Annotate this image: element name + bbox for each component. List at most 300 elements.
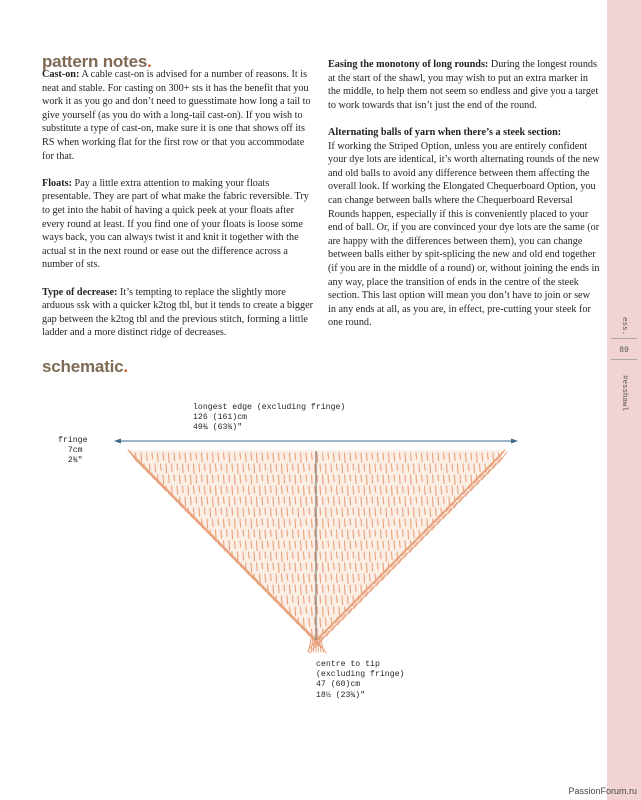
stitch-mark (447, 530, 448, 537)
stitch-mark (345, 453, 346, 463)
stitch-mark (130, 607, 131, 613)
stitch-mark (169, 453, 170, 463)
stitch-mark (265, 574, 266, 582)
page-number: 89 (619, 346, 629, 355)
stitch-mark (372, 607, 373, 615)
stitch-mark (282, 508, 283, 518)
stitch-mark (196, 563, 197, 571)
stitch-mark (502, 530, 503, 538)
stitch-mark (471, 453, 472, 460)
stitch-mark (367, 519, 368, 529)
stitch-mark (328, 607, 329, 615)
stitch-mark (499, 563, 500, 573)
stitch-mark (240, 585, 241, 591)
stitch-mark (194, 486, 195, 494)
stitch-mark (166, 508, 167, 517)
stitch-mark (488, 453, 489, 460)
stitch-mark (331, 618, 332, 624)
stitch-mark (169, 497, 170, 507)
stitch-mark (254, 552, 255, 561)
stitch-mark (339, 475, 340, 484)
stitch-mark (466, 585, 467, 594)
stitch-mark (397, 574, 398, 582)
stitch-mark (397, 618, 398, 626)
stitch-mark (381, 486, 382, 495)
centre-to-tip-label2: (excluding fringe) (316, 670, 405, 680)
stitch-mark (229, 563, 230, 570)
stitch-mark (312, 563, 313, 572)
stitch-mark (260, 552, 261, 560)
stitch-mark (240, 475, 241, 483)
stitch-mark (133, 596, 134, 602)
stitch-mark (136, 629, 137, 636)
stitch-mark (293, 552, 294, 559)
stitch-mark (257, 519, 258, 527)
stitch-mark (444, 519, 445, 528)
stitch-mark (375, 596, 376, 604)
stitch-mark (202, 629, 203, 638)
stitch-mark (471, 475, 472, 484)
stitch-mark (229, 607, 230, 614)
stitch-mark (485, 618, 486, 626)
stitch-mark (290, 563, 291, 570)
stitch-mark (427, 541, 428, 548)
stitch-mark (491, 486, 492, 493)
stitch-mark (477, 519, 478, 527)
stitch-mark (232, 640, 233, 647)
stitch-mark (433, 541, 434, 551)
stitch-mark (394, 607, 395, 613)
stitch-mark (273, 563, 274, 570)
stitch-mark (375, 552, 376, 560)
stitch-mark (455, 563, 456, 573)
stitch-mark (284, 541, 285, 547)
stitch-mark (169, 629, 170, 639)
stitch-mark (367, 453, 368, 461)
stitch-mark (205, 574, 206, 583)
stitch-mark (251, 541, 252, 548)
stitch-mark (315, 486, 316, 493)
stitch-mark (177, 618, 178, 626)
stitch-mark (427, 519, 428, 528)
stitch-mark (320, 530, 321, 539)
stitch-mark (306, 607, 307, 613)
stitch-mark (287, 552, 288, 560)
stitch-mark (183, 464, 184, 473)
stitch-mark (493, 563, 494, 570)
stitch-mark (463, 596, 464, 604)
stitch-mark (342, 530, 343, 537)
stitch-mark (295, 629, 296, 636)
stitch-mark (298, 486, 299, 493)
stitch-mark (397, 596, 398, 602)
stitch-mark (463, 508, 464, 516)
stitch-mark (191, 585, 192, 593)
stitch-mark (130, 497, 131, 505)
stitch-mark (194, 552, 195, 562)
stitch-mark (458, 640, 459, 650)
stitch-mark (389, 453, 390, 463)
stitch-mark (317, 497, 318, 506)
stitch-mark (232, 464, 233, 471)
stitch-mark (216, 552, 217, 560)
stitch-mark (271, 508, 272, 517)
stitch-mark (188, 640, 189, 647)
stitch-mark (276, 464, 277, 471)
stitch-mark (375, 530, 376, 536)
stitch-mark (163, 497, 164, 504)
stitch-mark (191, 519, 192, 529)
stitch-mark (301, 607, 302, 615)
stitch-mark (150, 486, 151, 494)
stitch-mark (326, 596, 327, 606)
stitch-mark (419, 486, 420, 492)
stitch-mark (254, 464, 255, 473)
stitch-mark (293, 530, 294, 539)
stitch-mark (262, 563, 263, 569)
stitch-mark (361, 453, 362, 462)
stitch-mark (326, 640, 327, 650)
stitch-mark (152, 519, 153, 527)
stitch-mark (491, 596, 492, 605)
stitch-mark (306, 519, 307, 525)
stitch-mark (238, 508, 239, 518)
stitch-mark (441, 486, 442, 494)
stitch-mark (460, 629, 461, 635)
stitch-mark (232, 508, 233, 515)
monotony-label: Easing the monotony of long rounds: (328, 59, 489, 70)
stitch-mark (477, 607, 478, 615)
stitch-mark (348, 464, 349, 472)
stitch-mark (161, 640, 162, 647)
stitch-mark (323, 497, 324, 505)
stitch-mark (317, 541, 318, 550)
stitch-mark (172, 508, 173, 516)
stitch-mark (188, 574, 189, 583)
stitch-mark (383, 519, 384, 528)
stitch-mark (449, 475, 450, 482)
stitch-mark (238, 464, 239, 474)
longest-edge-arrow (114, 439, 518, 444)
stitch-mark (284, 475, 285, 483)
stitch-mark (375, 640, 376, 648)
stitch-mark (502, 596, 503, 606)
stitch-mark (331, 552, 332, 560)
stitch-mark (488, 475, 489, 484)
stitch-mark (378, 519, 379, 526)
stitch-mark (205, 596, 206, 603)
stitch-mark (229, 519, 230, 526)
stitch-mark (229, 453, 230, 462)
stitch-mark (185, 563, 186, 570)
stitch-mark (408, 486, 409, 495)
stitch-mark (469, 508, 470, 515)
stitch-mark (320, 508, 321, 515)
stitch-mark (499, 629, 500, 637)
stitch-mark (163, 475, 164, 484)
stitch-mark (460, 563, 461, 571)
stitch-mark (425, 552, 426, 559)
stitch-mark (383, 541, 384, 548)
stitch-mark (317, 475, 318, 482)
stitch-mark (447, 618, 448, 625)
stitch-mark (229, 541, 230, 550)
stitch-mark (257, 453, 258, 463)
stitch-mark (474, 640, 475, 649)
stitch-mark (394, 453, 395, 461)
stitch-mark (488, 541, 489, 548)
stitch-mark (249, 640, 250, 647)
stitch-mark (268, 607, 269, 616)
stitch-mark (372, 453, 373, 459)
stitch-mark (216, 640, 217, 648)
stitch-mark (471, 585, 472, 592)
stitch-mark (188, 464, 189, 471)
stitch-mark (144, 530, 145, 539)
stitch-mark (163, 519, 164, 528)
stitch-mark (482, 519, 483, 525)
stitch-mark (400, 453, 401, 460)
stitch-mark (199, 596, 200, 604)
stitch-mark (339, 563, 340, 572)
stitch-mark (482, 585, 483, 593)
stitch-mark (400, 497, 401, 504)
stitch-mark (367, 475, 368, 485)
stitch-mark (251, 563, 252, 572)
stitch-mark (199, 464, 200, 472)
stitch-mark (306, 497, 307, 505)
stitch-mark (414, 596, 415, 606)
stitch-mark (436, 508, 437, 516)
stitch-mark (172, 596, 173, 604)
stitch-mark (271, 530, 272, 537)
stitch-mark (183, 486, 184, 493)
stitch-mark (403, 596, 404, 605)
stitch-mark (496, 508, 497, 515)
stitch-mark (312, 453, 313, 460)
stitch-mark (304, 574, 305, 584)
stitch-mark (229, 475, 230, 482)
stitch-mark (367, 541, 368, 549)
stitch-mark (213, 563, 214, 571)
stitch-mark (493, 453, 494, 462)
stitch-mark (216, 596, 217, 604)
stitch-mark (386, 508, 387, 517)
stitch-mark (246, 519, 247, 526)
stitch-mark (155, 640, 156, 648)
stitch-mark (460, 607, 461, 615)
stitch-mark (216, 464, 217, 472)
cast-on-text: A cable cast-on is advised for a number of reasons. It is neat and stable. For casting on 300+ sts it has the benefit that you work it as you go and don’t need to guesstimate how long a tail to give yourself (as you do with a long-tail cast-on). If you wish to substitute a type of cast-on, make sure it is one that shows off its RS when working flat for the first row or that you accommodate for that. (42, 69, 311, 162)
stitch-mark (381, 596, 382, 603)
stitch-mark (491, 618, 492, 625)
cast-on-label: Cast-on: (42, 69, 80, 80)
stitch-mark (276, 552, 277, 559)
stitch-mark (441, 552, 442, 558)
stitch-mark (147, 453, 148, 461)
stitch-mark (141, 585, 142, 594)
stitch-mark (383, 453, 384, 460)
stitch-mark (177, 486, 178, 494)
stitch-mark (482, 453, 483, 461)
stitch-mark (265, 486, 266, 494)
stitch-mark (199, 486, 200, 492)
stitch-mark (328, 585, 329, 591)
stitch-mark (279, 475, 280, 485)
stitch-mark (342, 486, 343, 493)
stitch-mark (397, 486, 398, 494)
stitch-mark (210, 552, 211, 561)
stitch-mark (218, 563, 219, 569)
stitch-mark (251, 629, 252, 636)
stitch-mark (460, 541, 461, 547)
stitch-mark (273, 585, 274, 594)
stitch-mark (298, 640, 299, 649)
stitch-mark (485, 574, 486, 582)
stitch-mark (227, 618, 228, 625)
stitch-mark (356, 453, 357, 460)
stitch-mark (174, 453, 175, 461)
stitch-mark (350, 585, 351, 593)
schematic-heading-dot: . (123, 357, 128, 376)
stitch-mark (315, 508, 316, 517)
stitch-mark (221, 618, 222, 626)
stitch-mark (474, 552, 475, 561)
stitch-mark (295, 585, 296, 592)
stitch-mark (469, 574, 470, 583)
stitch-mark (265, 530, 266, 538)
stitch-mark (444, 629, 445, 636)
stitch-mark (353, 530, 354, 538)
stitch-mark (177, 552, 178, 558)
stitch-mark (381, 618, 382, 627)
stitch-mark (301, 541, 302, 551)
stitch-mark (474, 618, 475, 625)
stitch-mark (436, 596, 437, 604)
stitch-mark (224, 563, 225, 572)
stitch-mark (312, 629, 313, 636)
stitch-mark (331, 508, 332, 516)
stitch-mark (471, 519, 472, 528)
stitch-mark (249, 486, 250, 495)
stitch-mark (463, 464, 464, 472)
stitch-mark (251, 453, 252, 460)
stitch-mark (499, 519, 500, 529)
stitch-mark (304, 464, 305, 472)
stitch-mark (315, 574, 316, 581)
stitch-mark (364, 486, 365, 495)
stitch-mark (163, 541, 164, 548)
stitch-mark (323, 475, 324, 485)
stitch-mark (317, 585, 318, 594)
stitch-mark (218, 497, 219, 505)
stitch-mark (403, 508, 404, 517)
stitch-mark (207, 519, 208, 528)
stitch-mark (370, 618, 371, 626)
floats-text: Pay a little extra attention to making your floats presentable. They are part of what make the fabric reversible. Try to get into the habit of having a quick peek at your floats after every round at least. If you find one of your floats is loose some ways back, you can always twist it and knit it together with the actual st in the next round or ease out the difference across a number of sts. (42, 177, 309, 271)
stitch-mark (485, 508, 486, 514)
stitch-mark (158, 585, 159, 594)
stitch-mark (359, 640, 360, 649)
stitch-mark (301, 585, 302, 595)
stitch-mark (419, 464, 420, 472)
stitch-mark (312, 475, 313, 484)
stitch-mark (282, 574, 283, 582)
stitch-mark (172, 640, 173, 648)
stitch-mark (271, 640, 272, 649)
centre-to-tip-label: centre to tip (316, 660, 380, 669)
fringe-metric: 7cm (67, 446, 83, 456)
stitch-mark (224, 629, 225, 636)
stitch-mark (205, 486, 206, 495)
stitch-mark (386, 618, 387, 625)
stitch-mark (262, 497, 263, 505)
stitch-mark (359, 508, 360, 517)
stitch-mark (262, 607, 263, 613)
stitch-mark (430, 574, 431, 581)
stitch-mark (499, 585, 500, 593)
stitch-mark (298, 552, 299, 561)
stitch-mark (295, 453, 296, 460)
stitch-mark (425, 574, 426, 583)
stitch-mark (323, 607, 324, 617)
stitch-mark (449, 585, 450, 594)
stitch-mark (444, 585, 445, 592)
stitch-mark (317, 453, 318, 462)
stitch-mark (163, 607, 164, 616)
stitch-mark (224, 519, 225, 528)
stitch-mark (172, 552, 173, 560)
stitch-mark (323, 453, 324, 461)
stitch-mark (416, 453, 417, 459)
stitch-mark (383, 475, 384, 484)
stitch-mark (276, 486, 277, 495)
stitch-mark (480, 508, 481, 516)
stitch-mark (284, 585, 285, 591)
stitch-mark (287, 530, 288, 536)
stitch-mark (342, 552, 343, 561)
stitch-mark (265, 552, 266, 558)
stitch-mark (304, 530, 305, 540)
stitch-mark (403, 530, 404, 537)
stitch-mark (361, 519, 362, 526)
stitch-mark (320, 552, 321, 559)
stitch-mark (183, 530, 184, 537)
stitch-mark (174, 519, 175, 525)
stitch-mark (188, 552, 189, 559)
stitch-mark (254, 486, 255, 493)
stitch-mark (447, 596, 448, 605)
stitch-mark (370, 486, 371, 494)
stitch-mark (152, 607, 153, 615)
stitch-mark (188, 596, 189, 603)
stitch-mark (147, 497, 148, 505)
stitch-mark (334, 453, 335, 462)
stitch-mark (185, 453, 186, 462)
stitch-mark (279, 453, 280, 461)
stitch-mark (273, 519, 274, 526)
stitch-mark (405, 629, 406, 638)
stitch-mark (309, 508, 310, 514)
stitch-mark (348, 486, 349, 496)
stitch-mark (282, 464, 283, 474)
stitch-mark (372, 475, 373, 483)
stitch-mark (474, 464, 475, 473)
stitch-mark (364, 640, 365, 647)
stitch-mark (183, 596, 184, 605)
stitch-mark (496, 552, 497, 559)
stitch-mark (471, 629, 472, 636)
